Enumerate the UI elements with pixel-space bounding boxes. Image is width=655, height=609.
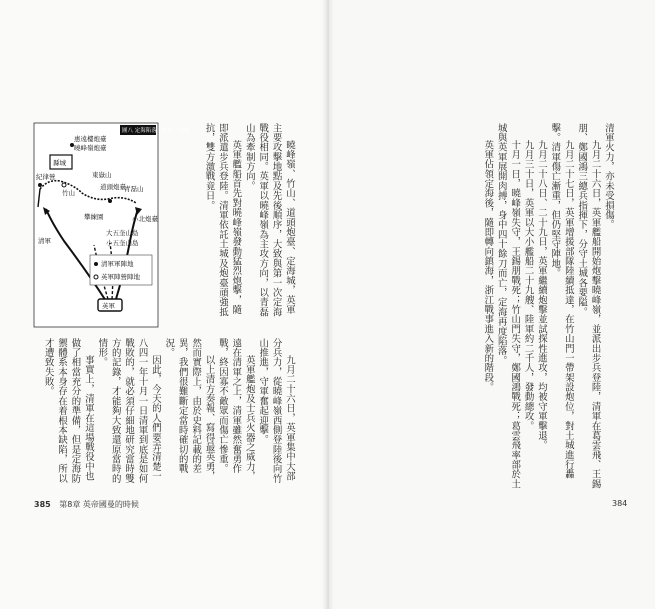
map-label-huilian: 惠遠樓炮臺 (74, 135, 107, 143)
paragraph: 以上清方奏報、寫得最英勇，然而實際上，由於史料記載的差異，我們很難斷定當時確切的戰況。 (163, 338, 215, 481)
fort-marker-zhushan (62, 183, 66, 187)
paragraph: 九月二十六日，英軍艦船開始炮擊曉峰嶺，並派出步兵登陸，清軍在葛雲飛、王錫朋、鄭國鴻三總兵指揮下，分守土城各要隘。 (576, 123, 601, 489)
map-label-xiaowushan: 小五奎山島 (106, 239, 139, 247)
right-body (368, 123, 615, 489)
battle-map (34, 123, 190, 327)
map-title: 圖八 定海陷落・作戰示意圖 (122, 128, 190, 134)
legend-ying-icon (94, 275, 98, 279)
map-label-qingjun: 清軍 (38, 237, 51, 245)
map-label-qingchiao: 青磊山 (124, 185, 144, 193)
paragraph: 英軍艦炮及士兵火器之威力，遠在清軍之上，清軍雖然奮勇作戰，終因寡不敵眾而傷亡慘重。 (216, 338, 255, 481)
map-label-dongyue: 東嶽山 (92, 171, 112, 179)
paragraph: 九月二十八日、二十九日，英軍繼續炮擊並試探性進攻，均被守軍擊退。 (535, 139, 547, 450)
paragraph: 英軍艦船首先對曉峰嶺發動猛烈炮擊，隨即派遣步兵登陸。清軍依託土城及炮臺頑強抵抗，雙方激戰竟日。 (203, 123, 242, 317)
left-lower-body (34, 338, 296, 490)
legend-qing-label: 清軍軍陣地 (101, 260, 134, 268)
map-label-city: 縣城 (53, 159, 66, 167)
fort-marker-jiuhaiyan (38, 183, 42, 187)
paragraph: 十月一日，曉峰嶺失守，王錫朋戰死；竹山門失守，鄭國鴻戰死；葛雲飛率部於土城與英軍展開肉搏，身中四十餘刀而亡，定海再度陷落。 (495, 123, 521, 489)
paragraph: 九月二十六日，英軍集中大部分兵力，從曉峰嶺西側登陸後向竹山推進，守軍奮起迎擊。 (257, 338, 295, 484)
left-page-number: 385 (34, 500, 51, 509)
map-label-dawushan: 大五奎山島 (106, 229, 139, 237)
paragraph: 九月二十七日，英軍增援部隊陸續抵達，在竹山門一帶架設炮位，對土城進行轟擊。清軍傷亡漸重，但仍堅守陣地。 (549, 123, 574, 480)
right-page (327, 0, 655, 609)
map-label-xiaobei: 小北炮臺 (132, 215, 158, 223)
paragraph: 英軍佔領定海後，隨即轉向鎮海，浙江戰事進入新的階段。 (482, 139, 494, 392)
paragraph: 九月三十日，英軍以大小艦船二十九艘、陸軍約二千人，發動總攻。 (522, 139, 534, 431)
map-label-xiaoshanbao: 曉峰嶺炮臺 (74, 144, 107, 152)
paragraph: 清軍火力，亦未受損傷。 (603, 123, 614, 230)
right-folio (612, 499, 627, 508)
left-upper-body (162, 123, 296, 323)
left-page (0, 0, 327, 609)
legend-qing-icon (94, 262, 98, 266)
left-running-title: 第8章 英帝國曼的時候 (59, 500, 139, 509)
map-label-yingjun: 英軍 (102, 302, 115, 310)
paragraph: 事實上，清軍在這場戰役中也做了相當充分的準備，但是定海防禦體系本身存在着根本缺陷，所以才遭致失敗。 (42, 338, 94, 484)
left-folio (34, 499, 139, 510)
map-label-zhushan: 竹山 (62, 189, 75, 197)
map-label-jiuhaiyan: 紀律營 (36, 173, 56, 181)
map-label-bank: 攀練園 (84, 213, 104, 221)
paragraph: 曉峰嶺、竹山、道頭炮臺、定海城，英軍主要攻擊地點及先後順序，大致與第一次定海戰役相同。英軍以曉峰嶺為主攻方向，以青磊山為牽制方向。 (243, 123, 295, 317)
map-label-daodaochang: 道頭炮臺 (100, 183, 126, 191)
paragraph: 因此，今天的人們要弄清楚一八四一年十月一日清軍到底是如何戰敗的，就必須仔細地研究當時雙方的記錄，才能夠大致還原當時的情形。 (96, 338, 161, 484)
legend-ying-label: 英軍陣營陣地 (101, 273, 140, 281)
battle-map-drawing (34, 123, 190, 327)
right-page-number: 384 (612, 499, 628, 508)
fort-marker-daodaochang (108, 199, 112, 203)
book-gutter (322, 0, 334, 609)
